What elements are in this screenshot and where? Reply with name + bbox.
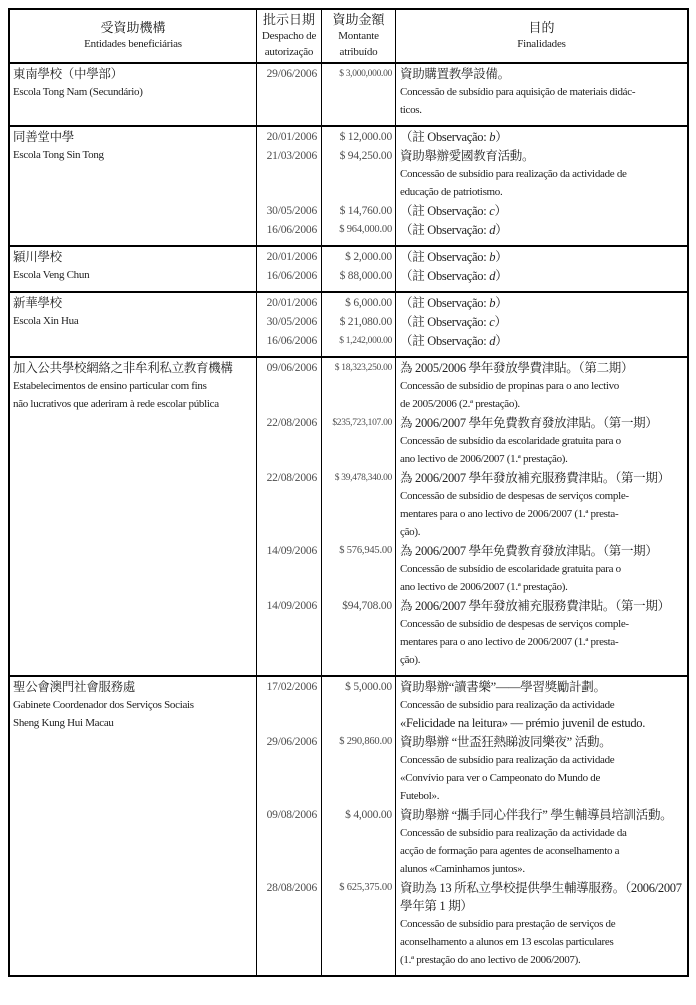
purpose-line: （註 Observação: d）	[400, 334, 508, 348]
entity-cell	[10, 127, 257, 245]
entity-line: Escola Xin Hua	[13, 315, 79, 327]
header-col-purpose	[396, 10, 687, 62]
entity-line: 穎川學校	[13, 250, 62, 264]
amount-cell: $ 6,000.00	[322, 293, 396, 312]
purpose-line: Concessão de subsídio de escolaridade gratuita para o	[400, 563, 621, 575]
amount-cell: $ 1,242,000.00	[322, 331, 396, 356]
purpose-cell	[396, 677, 687, 732]
amount-cell: $ 88,000.00	[322, 266, 396, 291]
subsidy-entry	[257, 805, 687, 878]
purpose-line: ano lectivo de 2006/2007 (1.ª prestação).	[400, 581, 568, 593]
authorization-date-cell: 22/08/2006	[257, 468, 322, 541]
header-date-zh: 批示日期	[262, 12, 315, 27]
purpose-cell	[396, 247, 687, 266]
subsidy-entry	[257, 266, 687, 291]
authorization-date-cell: 28/08/2006	[257, 878, 322, 975]
purpose-line: Concessão de subsídio de despesas de serviços comple-	[400, 618, 629, 630]
purpose-cell	[396, 331, 687, 356]
amount-cell: $ 39,478,340.00	[322, 468, 396, 541]
authorization-date-cell: 20/01/2006	[257, 127, 322, 146]
entries-group	[257, 64, 687, 125]
purpose-line: 資助購置教學設備。	[400, 67, 510, 81]
purpose-line: Concessão de subsídio para prestação de serviços de	[400, 918, 616, 930]
amount-cell: $ 2,000.00	[322, 247, 396, 266]
purpose-line: （註 Observação: d）	[400, 223, 508, 237]
entries-group	[257, 358, 687, 675]
purpose-line: Concessão de subsídio da escolaridade gratuita para o	[400, 435, 621, 447]
purpose-line: ano lectivo de 2006/2007 (1.ª prestação).	[400, 453, 568, 465]
amount-cell: $94,708.00	[322, 596, 396, 675]
header-purpose-pt: Finalidades	[517, 38, 566, 50]
authorization-date-cell: 09/06/2006	[257, 358, 322, 413]
amount-cell: $ 12,000.00	[322, 127, 396, 146]
entity-line: Estabelecimentos de ensino particular com fins	[13, 380, 207, 392]
authorization-date-cell: 21/03/2006	[257, 146, 322, 201]
subsidy-entry	[257, 127, 687, 146]
purpose-line: Concessão de subsídio para realização da actividade de	[400, 168, 627, 180]
purpose-line: （註 Observação: b）	[400, 296, 508, 310]
purpose-line: 為 2005/2006 學年發放學費津貼。（第二期）	[400, 361, 634, 375]
entity-line: Sheng Kung Hui Macau	[13, 717, 114, 729]
purpose-cell	[396, 312, 687, 331]
entity-line: não lucrativos que aderiram à rede escolar pública	[13, 398, 219, 410]
authorization-date-cell: 29/06/2006	[257, 732, 322, 805]
purpose-line: 為 2006/2007 學年發放補充服務費津貼。（第一期）	[400, 599, 670, 613]
subsidy-entry	[257, 878, 687, 975]
authorization-date-cell: 14/09/2006	[257, 541, 322, 596]
header-purpose-zh: 目的	[528, 20, 555, 35]
authorization-date-cell: 29/06/2006	[257, 64, 322, 125]
purpose-line: （註 Observação: c）	[400, 315, 507, 329]
purpose-cell	[396, 64, 687, 125]
subsidy-entry	[257, 732, 687, 805]
purpose-line: ção).	[400, 526, 421, 538]
header-col-entities	[10, 10, 257, 62]
purpose-cell	[396, 127, 687, 146]
subsidy-entry	[257, 220, 687, 245]
table-row	[10, 677, 687, 975]
header-entities-zh: 受資助機構	[100, 20, 166, 35]
purpose-line: 資助為 13 所私立學校提供學生輔導服務。（2006/2007	[400, 881, 682, 895]
table-body	[10, 64, 687, 975]
header-col-date	[257, 10, 322, 62]
header-amount-zh: 資助金額	[332, 12, 385, 27]
purpose-line: 為 2006/2007 學年免費教育發放津貼。（第一期）	[400, 416, 658, 430]
purpose-line: «Convívio para ver o Campeonato do Mundo de	[400, 772, 601, 784]
table-row	[10, 64, 687, 127]
subsidy-entry	[257, 201, 687, 220]
authorization-date-cell: 17/02/2006	[257, 677, 322, 732]
purpose-line: ção).	[400, 654, 421, 666]
purpose-cell	[396, 541, 687, 596]
subsidy-entry	[257, 293, 687, 312]
authorization-date-cell: 16/06/2006	[257, 331, 322, 356]
purpose-cell	[396, 413, 687, 468]
purpose-line: alunos «Caminhamos juntos».	[400, 863, 525, 875]
entity-line: 新華學校	[13, 296, 62, 310]
entity-line: Escola Veng Chun	[13, 269, 90, 281]
amount-cell: $ 5,000.00	[322, 677, 396, 732]
purpose-line: （註 Observação: d）	[400, 269, 508, 283]
entries-group	[257, 293, 687, 356]
entity-line: Gabinete Coordenador dos Serviços Sociais	[13, 699, 194, 711]
entity-cell	[10, 247, 257, 291]
purpose-line: de 2005/2006 (2.ª prestação).	[400, 398, 520, 410]
purpose-line: 學年第 1 期）	[400, 899, 473, 913]
authorization-date-cell: 30/05/2006	[257, 312, 322, 331]
entity-line: Escola Tong Sin Tong	[13, 149, 104, 161]
purpose-line: 資助舉辦“讀書樂”——學習獎勵計劃。	[400, 680, 606, 694]
subsidy-entry	[257, 146, 687, 201]
purpose-line: ticos.	[400, 104, 422, 116]
entity-cell	[10, 293, 257, 356]
entity-line: Escola Tong Nam (Secundário)	[13, 86, 143, 98]
table-row	[10, 127, 687, 247]
entries-group	[257, 247, 687, 291]
amount-cell: $ 14,760.00	[322, 201, 396, 220]
header-col-amount	[322, 10, 396, 62]
purpose-line: (1.ª prestação do ano lectivo de 2006/2007).	[400, 954, 581, 966]
subsidy-entry	[257, 413, 687, 468]
table-row	[10, 247, 687, 293]
authorization-date-cell: 16/06/2006	[257, 266, 322, 291]
purpose-cell	[396, 878, 687, 975]
authorization-date-cell: 30/05/2006	[257, 201, 322, 220]
subsidy-entry	[257, 468, 687, 541]
purpose-line: Concessão de subsídio para realização da actividade	[400, 754, 615, 766]
purpose-cell	[396, 468, 687, 541]
table-row	[10, 358, 687, 677]
purpose-line: mentares para o ano lectivo de 2006/2007 (1.ª presta-	[400, 508, 619, 520]
purpose-cell	[396, 805, 687, 878]
amount-cell: $ 4,000.00	[322, 805, 396, 878]
amount-cell: $235,723,107.00	[322, 413, 396, 468]
authorization-date-cell: 14/09/2006	[257, 596, 322, 675]
authorization-date-cell: 22/08/2006	[257, 413, 322, 468]
entries-group	[257, 677, 687, 975]
subsidy-entry	[257, 677, 687, 732]
purpose-line: Concessão de subsídio de despesas de serviços comple-	[400, 490, 629, 502]
entries-group	[257, 127, 687, 245]
amount-cell: $ 576,945.00	[322, 541, 396, 596]
header-amount-pt-1: Montante	[338, 30, 379, 42]
purpose-cell	[396, 596, 687, 675]
purpose-line: Concessão de subsídio para realização da actividade da	[400, 827, 627, 839]
table-header	[10, 10, 687, 64]
authorization-date-cell: 20/01/2006	[257, 293, 322, 312]
purpose-line: （註 Observação: b）	[400, 130, 508, 144]
amount-cell: $ 18,323,250.00	[322, 358, 396, 413]
entity-line: 東南學校（中學部）	[13, 67, 123, 81]
table-row	[10, 293, 687, 358]
entity-cell	[10, 677, 257, 975]
purpose-cell	[396, 201, 687, 220]
amount-cell: $ 94,250.00	[322, 146, 396, 201]
entity-cell	[10, 64, 257, 125]
purpose-cell	[396, 293, 687, 312]
purpose-line: «Felicidade na leitura» — prémio juvenil de estudo.	[400, 716, 646, 730]
header-date-pt-2: autorização	[264, 46, 314, 58]
amount-cell: $ 21,080.00	[322, 312, 396, 331]
subsidy-entry	[257, 596, 687, 675]
purpose-line: Concessão de subsídio de propinas para o ano lectivo	[400, 380, 620, 392]
purpose-line: 資助舉辦 “攜手同心伴我行” 學生輔導員培訓活動。	[400, 808, 673, 822]
purpose-line: Futebol».	[400, 790, 440, 802]
subsidy-entry	[257, 247, 687, 266]
purpose-line: 為 2006/2007 學年免費教育發放津貼。（第一期）	[400, 544, 658, 558]
entity-line: 聖公會澳門社會服務處	[13, 680, 136, 694]
header-amount-pt-2: atribuído	[339, 46, 378, 58]
amount-cell: $ 3,000,000.00	[322, 64, 396, 125]
subsidy-entry	[257, 312, 687, 331]
subsidy-entry	[257, 358, 687, 413]
amount-cell: $ 290,860.00	[322, 732, 396, 805]
entity-cell	[10, 358, 257, 675]
purpose-line: acção de formação para agentes de aconselhamento a	[400, 845, 620, 857]
authorization-date-cell: 09/08/2006	[257, 805, 322, 878]
amount-cell: $ 625,375.00	[322, 878, 396, 975]
subsidy-entry	[257, 331, 687, 356]
purpose-line: （註 Observação: b）	[400, 250, 508, 264]
purpose-line: （註 Observação: c）	[400, 204, 507, 218]
entity-line: 加入公共學校網絡之非牟利私立教育機構	[13, 361, 233, 375]
entity-line: 同善堂中學	[13, 130, 75, 144]
subsidy-entry	[257, 541, 687, 596]
purpose-line: educação de patriotismo.	[400, 186, 503, 198]
purpose-cell	[396, 146, 687, 201]
purpose-line: aconselhamento a alunos em 13 escolas particulares	[400, 936, 614, 948]
purpose-line: 資助舉辦 “世盃狂熱睇波同樂夜” 活動。	[400, 735, 612, 749]
purpose-line: 為 2006/2007 學年發放補充服務費津貼。（第一期）	[400, 471, 670, 485]
authorization-date-cell: 20/01/2006	[257, 247, 322, 266]
subsidy-table	[8, 8, 689, 977]
purpose-cell	[396, 358, 687, 413]
authorization-date-cell: 16/06/2006	[257, 220, 322, 245]
header-entities-pt: Entidades beneficiárias	[84, 38, 182, 50]
purpose-cell	[396, 220, 687, 245]
purpose-line: Concessão de subsídio para aquisição de materiais didác-	[400, 86, 636, 98]
amount-cell: $ 964,000.00	[322, 220, 396, 245]
subsidy-entry	[257, 64, 687, 125]
purpose-line: Concessão de subsídio para realização da actividade	[400, 699, 615, 711]
purpose-cell	[396, 732, 687, 805]
header-date-pt-1: Despacho de	[261, 30, 317, 42]
purpose-line: 資助舉辦愛國教育活動。	[400, 149, 535, 163]
purpose-line: mentares para o ano lectivo de 2006/2007 (1.ª presta-	[400, 636, 619, 648]
purpose-cell	[396, 266, 687, 291]
